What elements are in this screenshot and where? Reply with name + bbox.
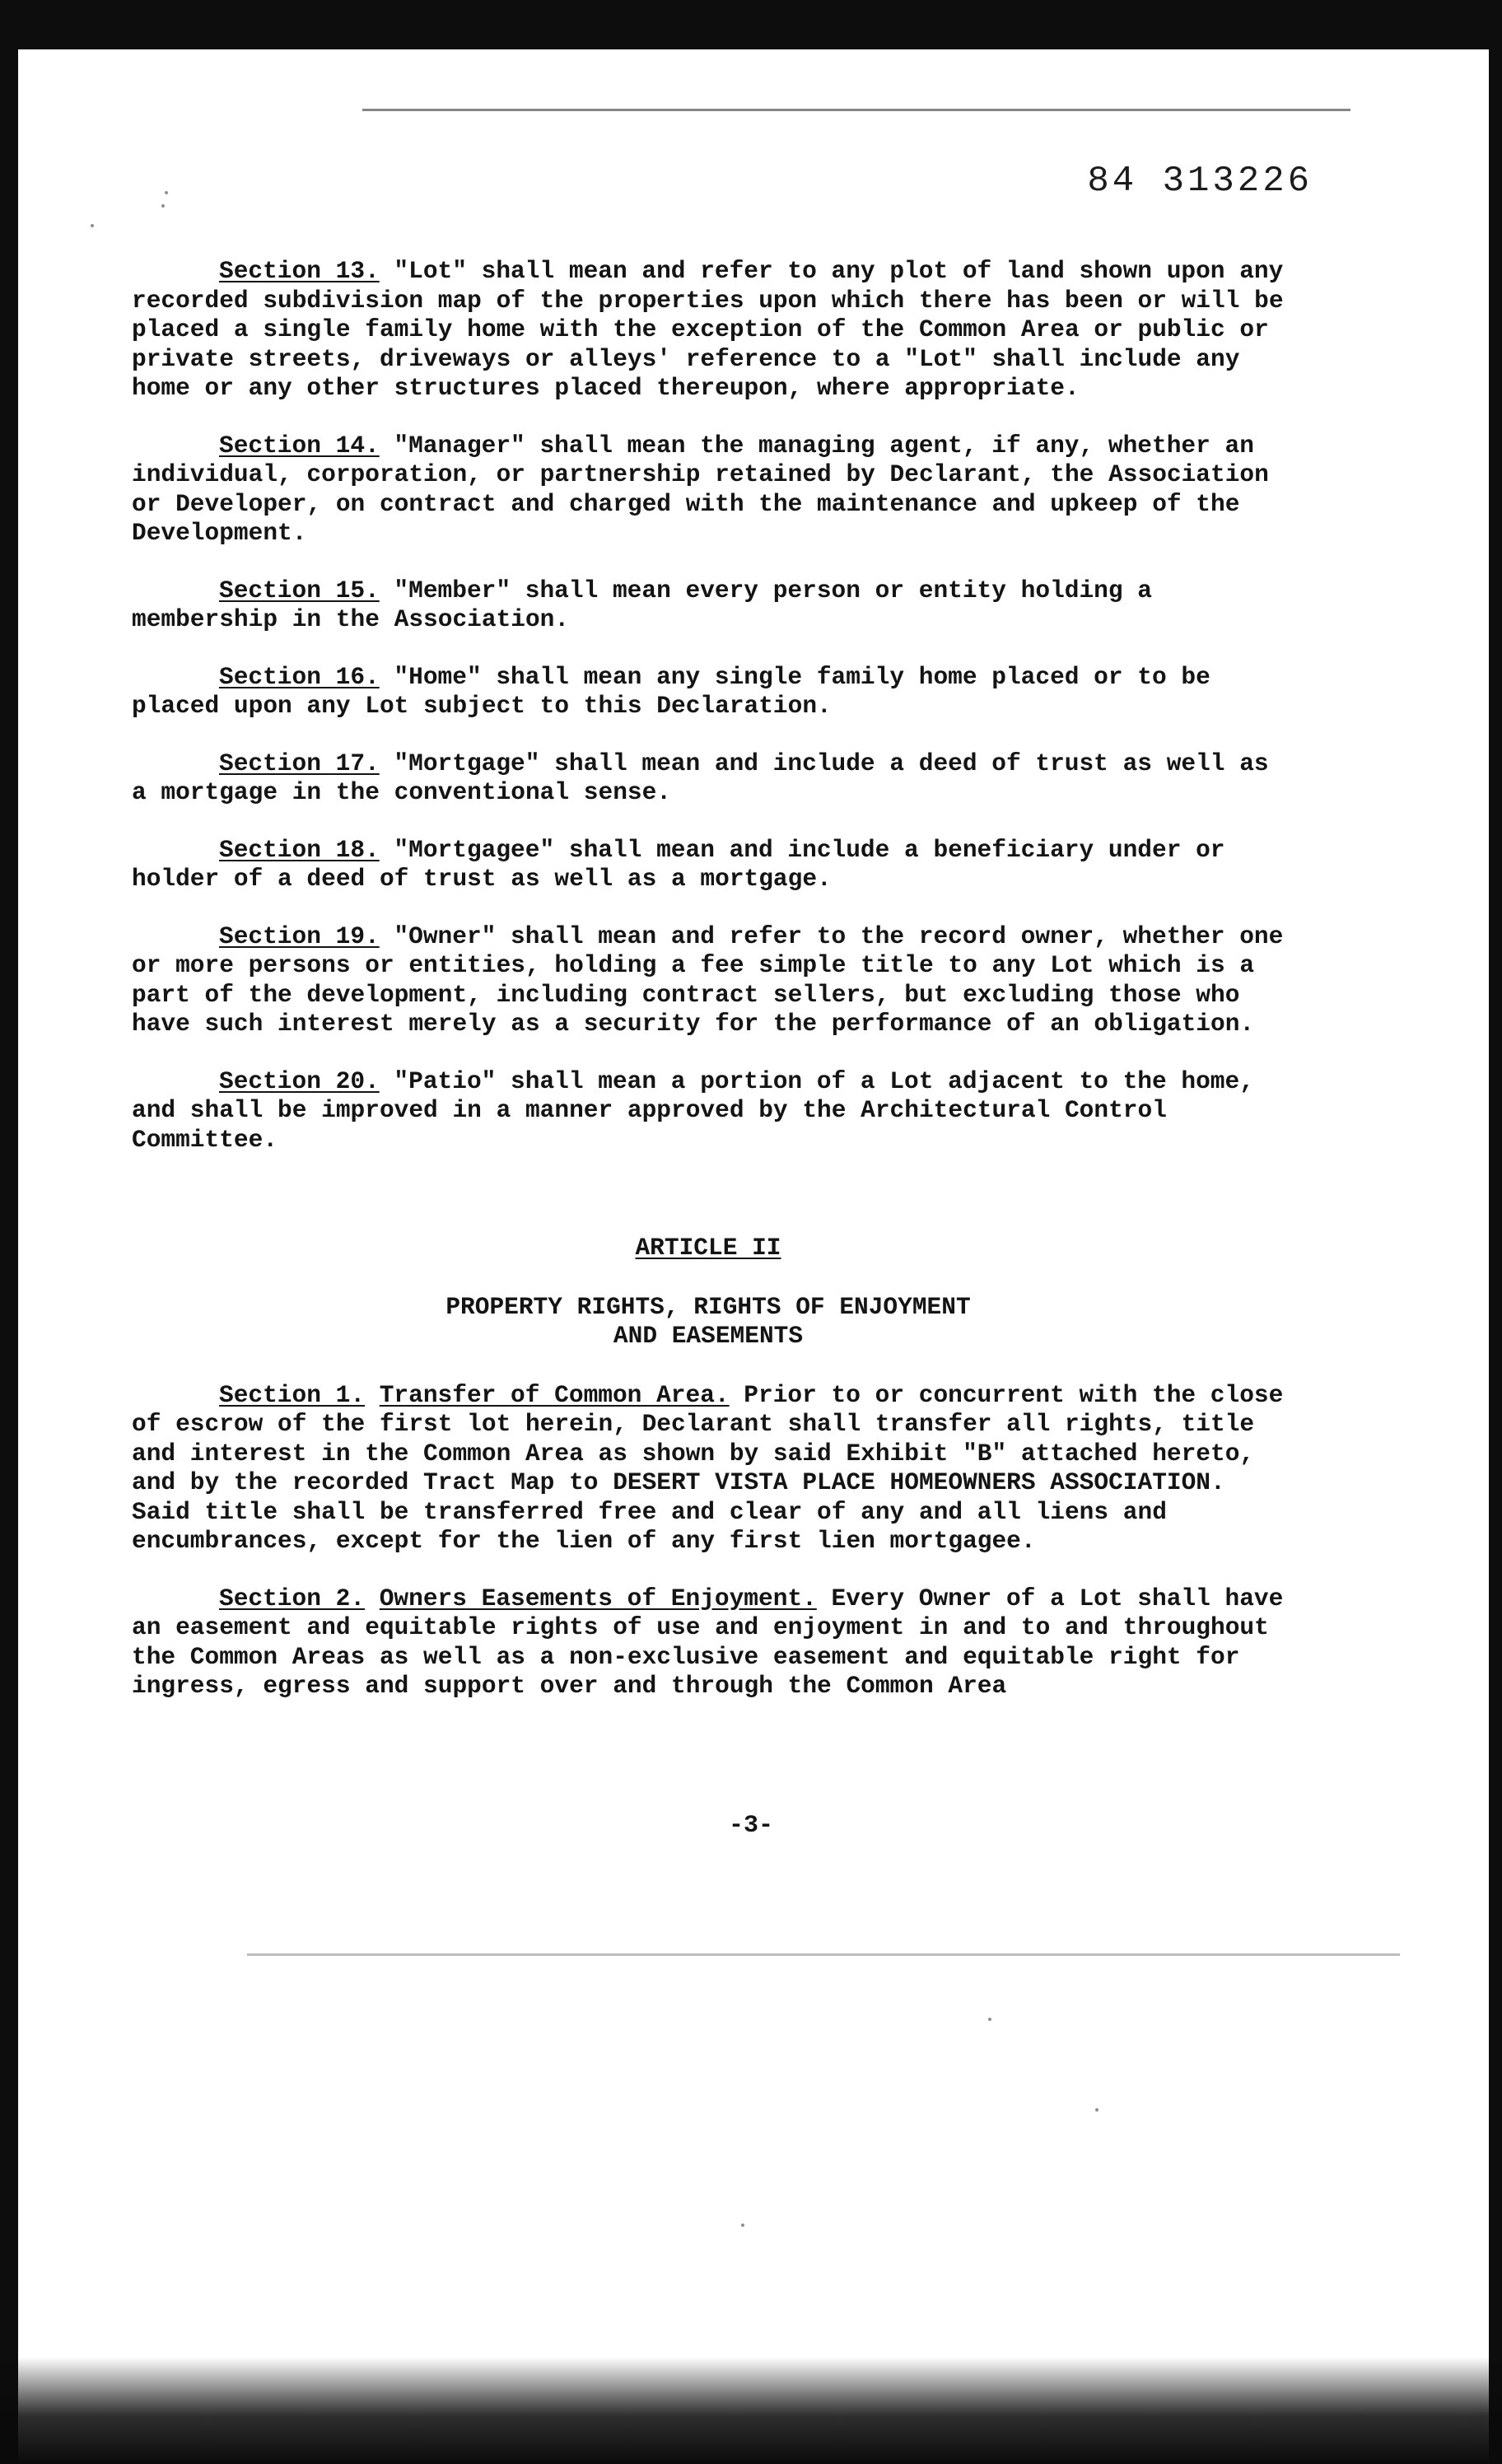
article-section-2 bbox=[132, 1584, 1285, 1701]
section-text: "Owner" shall mean and refer to the record owner, whether one or more persons or entities, holding a fee simple title to any Lot which is a part of the development, including contract sellers, but excluding those who have such interest merely as a security for the performance of an obligation. bbox=[132, 922, 1284, 1038]
section-label: Section 14. bbox=[219, 431, 380, 460]
section-text: "Mortgagee" shall mean and include a beneficiary under or holder of a deed of trust as well as a mortgage. bbox=[132, 835, 1225, 893]
section-subtitle: Owners Easements of Enjoyment. bbox=[379, 1584, 817, 1612]
scan-speck bbox=[1095, 2108, 1099, 2112]
section-label: Section 15. bbox=[219, 576, 380, 604]
section-label: Section 16. bbox=[219, 662, 380, 691]
scan-speck bbox=[741, 2224, 744, 2227]
section-15 bbox=[132, 576, 1285, 635]
article-title-text: ARTICLE II bbox=[635, 1234, 781, 1262]
article-title bbox=[132, 1234, 1285, 1263]
scan-border-top bbox=[0, 0, 1502, 49]
section-text: "Home" shall mean any single family home placed or to be placed upon any Lot subject to this Declaration. bbox=[132, 662, 1210, 720]
section-17 bbox=[132, 749, 1285, 808]
article-heading bbox=[132, 1293, 1285, 1351]
section-label: Section 19. bbox=[219, 922, 380, 950]
scan-border-left bbox=[0, 0, 18, 2464]
scan-speck bbox=[161, 204, 165, 208]
section-19 bbox=[132, 922, 1285, 1039]
section-label: Section 17. bbox=[219, 749, 380, 777]
section-text: "Lot" shall mean and refer to any plot of land shown upon any recorded subdivision map of the properties upon which there has been or will be placed a single family home with the exception of the Common Area or public or private streets, driveways or alleys' reference to a "Lot" shall include any home or any other structures placed thereupon, where appropriate. bbox=[132, 257, 1284, 402]
section-text: Every Owner of a Lot shall have an easement and equitable rights of use and enjoyment in and to and throughout the Common Areas as well as a non-exclusive easement and equitable right for ingress, egress and support over and through the Common Area bbox=[132, 1584, 1284, 1700]
section-text: "Member" shall mean every person or entity holding a membership in the Association. bbox=[132, 576, 1152, 633]
section-label: Section 13. bbox=[219, 257, 380, 285]
document-number: 84 313226 bbox=[1087, 161, 1313, 202]
article-heading-line2: AND EASEMENTS bbox=[613, 1322, 804, 1350]
section-label: Section 1. bbox=[219, 1380, 366, 1409]
section-16 bbox=[132, 663, 1285, 721]
scan-artifact-line-top bbox=[362, 109, 1350, 111]
section-subtitle: Transfer of Common Area. bbox=[379, 1380, 730, 1409]
section-label: Section 18. bbox=[219, 835, 380, 864]
section-label: Section 2. bbox=[219, 1584, 366, 1612]
scan-speck bbox=[165, 191, 168, 194]
scan-border-bottom bbox=[0, 2357, 1502, 2464]
page-number: -3- bbox=[728, 1812, 773, 1840]
section-text: "Mortgage" shall mean and include a deed of trust as well as a mortgage in the conventional sense. bbox=[132, 749, 1269, 806]
document-body bbox=[132, 257, 1285, 1729]
scan-speck bbox=[91, 224, 94, 227]
section-label: Section 20. bbox=[219, 1066, 380, 1095]
scan-border-right bbox=[1489, 0, 1502, 2464]
section-20 bbox=[132, 1067, 1285, 1155]
scan-speck bbox=[988, 2018, 991, 2021]
section-14 bbox=[132, 432, 1285, 548]
section-13 bbox=[132, 257, 1285, 404]
section-18 bbox=[132, 836, 1285, 894]
article-section-1 bbox=[132, 1381, 1285, 1556]
section-text: Prior to or concurrent with the close of escrow of the first lot herein, Declarant shall transfer all rights, title and interest in the Common Area as shown by said Exhibit "B" attached hereto, and by the recorded Tract Map to DESERT VISTA PLACE HOMEOWNERS ASSOCIATION. Said title shall be transferred free and clear of any and all liens and encumbrances, except for the lien of any first lien mortgagee. bbox=[132, 1380, 1284, 1555]
section-text: "Manager" shall mean the managing agent, if any, whether an individual, corporation, or partnership retained by Declarant, the Association or Developer, on contract and charged with the maintenance and upkeep of the Development. bbox=[132, 431, 1269, 547]
article-heading-line1: PROPERTY RIGHTS, RIGHTS OF ENJOYMENT bbox=[445, 1292, 971, 1321]
section-text: "Patio" shall mean a portion of a Lot adjacent to the home, and shall be improved in a manner approved by the Architectural Control Committee. bbox=[132, 1066, 1254, 1154]
scan-artifact-line-bottom bbox=[247, 1953, 1400, 1956]
